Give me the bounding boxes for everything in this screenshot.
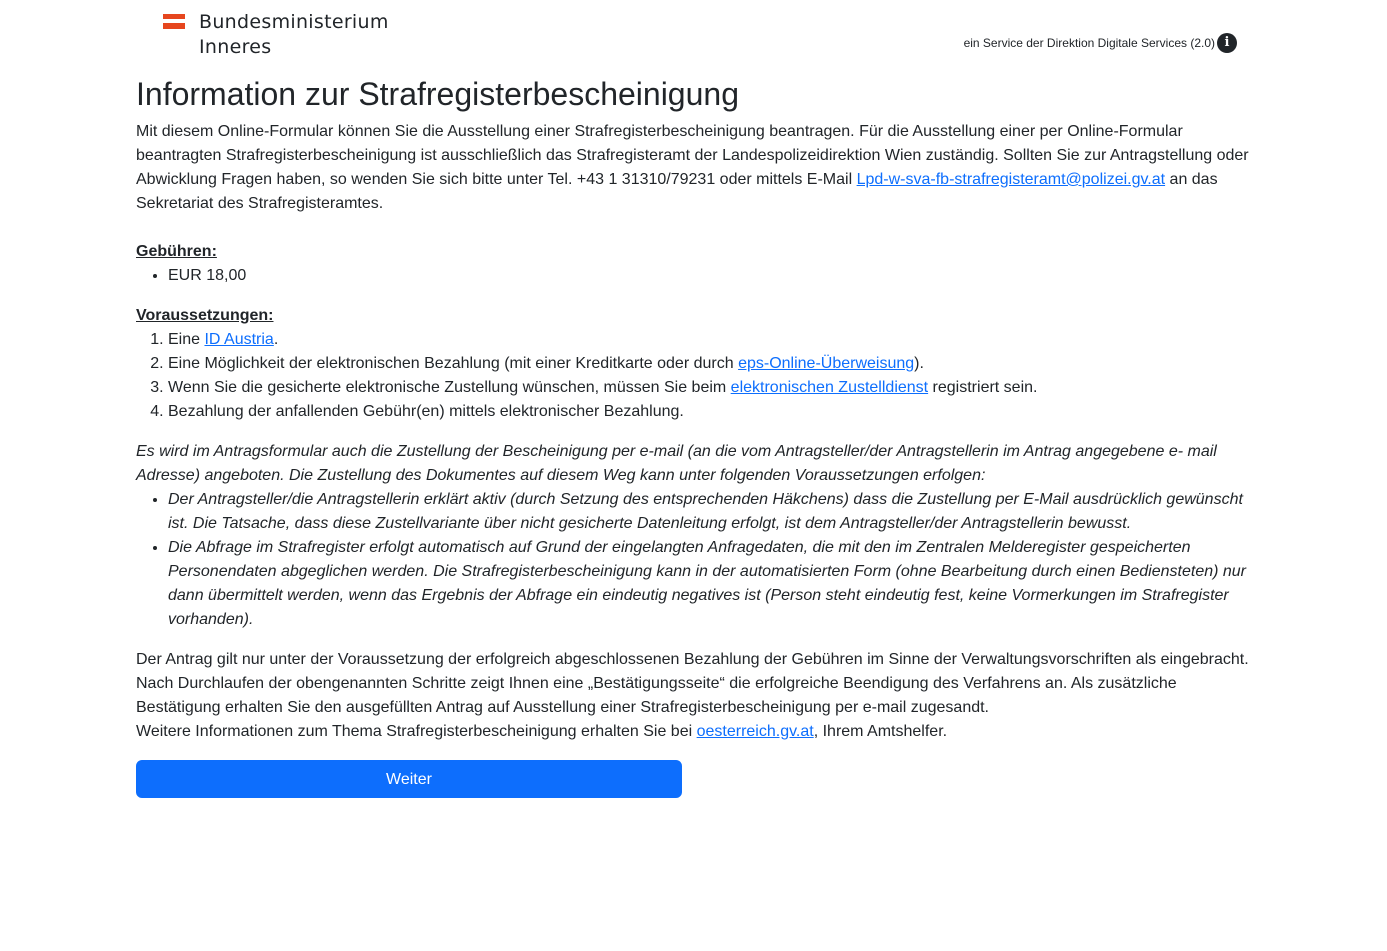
requirements-title: Voraussetzungen:	[136, 307, 274, 324]
email-condition-2: • Die Abfrage im Strafregister erfolgt automatisch auf Grund der eingelangten Anfragedaten, die mit den im Zentralen Melderegister gespeicherten Personendaten abgeglichen werden. Die Strafregisterbescheinigung kann in der automatisierten Form (ohne Bearbeitung durch einen Bediensteten) nur dann übermittelt werden, wenn das Ergebnis der Abfrage ein eindeutig negatives ist (Person steht eindeutig fest, keine Vormerkungen im Strafregister vorhanden).	[168, 536, 1251, 632]
fees-section	[136, 240, 1251, 288]
fee-item: • EUR 18,00	[168, 264, 1251, 288]
intro-text: Mit diesem Online-Formular können Sie die Ausstellung einer Strafregisterbescheinigung beantragen. Für die Ausstellung einer per Online-Formular beantragten Strafregisterbescheinigung ist ausschließlich das Strafregisteramt der Landespolizeidirektion Wien zuständig. Sollten Sie zur Antragstellung oder Abwicklung Fragen haben, so wenden Sie sich bitte unter Tel. +43 1 31310/79231 oder mittels E-Mail	[136, 123, 1249, 188]
requirement-text: Wenn Sie die gesicherte elektronische Zustellung wünschen, müssen Sie beim	[168, 379, 731, 396]
requirement-item-4: 4. Bezahlung der anfallenden Gebühr(en) mittels elektronischer Bezahlung.	[168, 400, 1251, 424]
page-title: Information zur Strafregisterbescheinigung	[136, 76, 739, 112]
requirement-text: ).	[914, 355, 924, 372]
intro-paragraph	[136, 120, 1251, 216]
service-text: ein Service der Direktion Digitale Services (2.0)	[963, 36, 1215, 50]
final-info-section	[136, 648, 1251, 744]
continue-button[interactable]: Weiter	[136, 760, 682, 798]
austrian-flag-icon	[163, 14, 185, 29]
final-text: , Ihrem Amtshelfer.	[813, 723, 948, 740]
requirement-text: Eine	[168, 331, 205, 348]
email-condition-1: • Der Antragsteller/die Antragstellerin erklärt aktiv (durch Setzung des entsprechenden Häkchens) dass die Zustellung per E-Mail ausdrücklich gewünscht ist. Die Tatsache, dass diese Zustellvariante über nicht gesicherte Datenleitung erfolgt, ist dem Antragsteller/der Antragstellerin bewusst.	[168, 488, 1251, 536]
requirements-list	[136, 328, 1251, 424]
zustelldienst-link[interactable]: elektronischen Zustelldienst	[730, 379, 929, 396]
service-info	[964, 33, 1237, 53]
logo-line-2: Inneres	[199, 36, 272, 58]
oesterreich-link[interactable]: oesterreich.gv.at	[696, 723, 814, 740]
requirement-text: Eine Möglichkeit der elektronischen Bezahlung (mit einer Kreditkarte oder durch	[168, 355, 739, 372]
final-line-2: Nach Durchlaufen der obengenannten Schritte zeigt Ihnen eine „Bestätigungsseite“ die erfolgreiche Beendigung des Verfahrens an. Als zusätzliche Bestätigung erhalten Sie den ausgefüllten Antrag auf Ausstellung einer Strafregisterbescheinigung per e-mail zugesandt.	[136, 675, 1177, 716]
id-austria-link[interactable]: ID Austria	[204, 331, 274, 348]
logo-text	[199, 10, 389, 60]
requirement-text: registriert sein.	[928, 379, 1038, 396]
requirement-text: .	[273, 331, 279, 348]
requirement-item-3	[168, 376, 1251, 400]
page-header	[0, 0, 1387, 70]
logo-line-1: Bundesministerium	[199, 11, 389, 33]
final-line-1: Der Antrag gilt nur unter der Voraussetzung der erfolgreich abgeschlossenen Bezahlung der Gebühren im Sinne der Verwaltungsvorschriften als eingebracht.	[136, 651, 1249, 668]
final-line-3	[136, 720, 1251, 744]
fees-list	[136, 264, 1251, 288]
intro-tail: an das Sekretariat des Strafregisteramtes.	[136, 171, 1218, 212]
fees-title: Gebühren:	[136, 243, 217, 260]
main-content	[136, 70, 1251, 798]
requirement-item-2	[168, 352, 1251, 376]
email-conditions-list	[136, 488, 1251, 632]
requirement-item-1	[168, 328, 1251, 352]
info-icon[interactable]: i	[1217, 33, 1237, 53]
email-intro: Es wird im Antragsformular auch die Zustellung der Bescheinigung per e-mail (an die vom Antragsteller/der Antragstellerin im Antrag angegebene e- mail Adresse) angeboten. Die Zustellung des Dokumentes auf diesem Weg kann unter folgenden Voraussetzungen erfolgen:	[136, 443, 1217, 484]
email-delivery-section	[136, 440, 1251, 632]
eps-link[interactable]: eps-Online-Überweisung	[738, 355, 915, 372]
final-text: Weitere Informationen zum Thema Strafregisterbescheinigung erhalten Sie bei	[136, 723, 697, 740]
contact-email-link[interactable]: Lpd-w-sva-fb-strafregisteramt@polizei.gv.at	[856, 171, 1166, 188]
requirements-section	[136, 304, 1251, 424]
